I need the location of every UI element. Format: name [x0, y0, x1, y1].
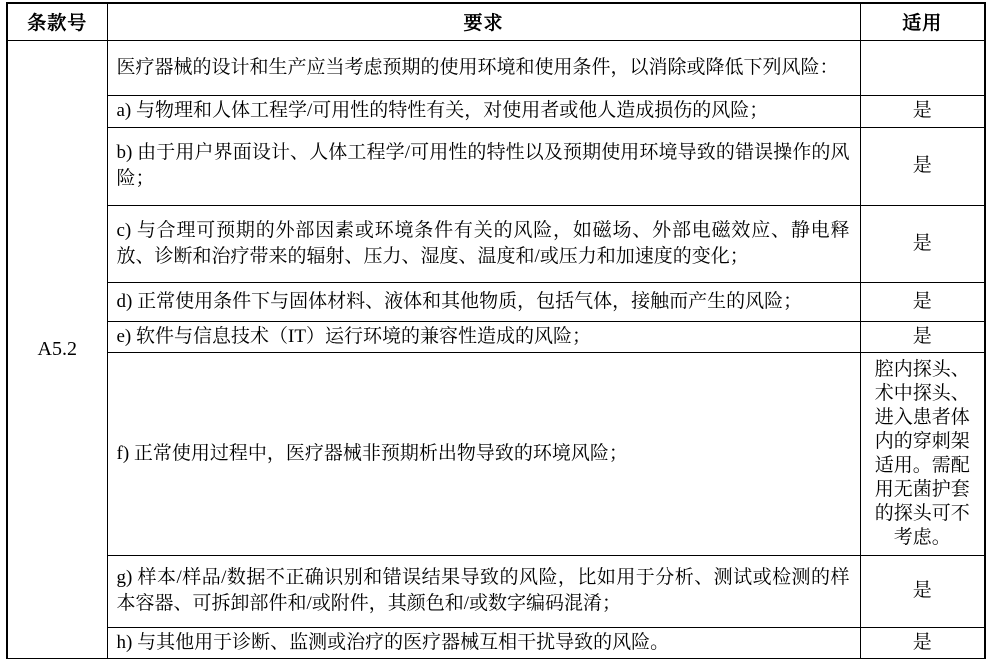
table-row: [7, 321, 985, 352]
applicable-cell-h: 是: [860, 627, 985, 659]
applicable-cell-g: 是: [860, 555, 985, 627]
applicable-cell-b: 是: [860, 127, 985, 205]
table-row: [7, 95, 985, 127]
table-row: [7, 282, 985, 321]
header-applicable: 适用: [860, 3, 985, 40]
requirement-cell-c: c) 与合理可预期的外部因素或环境条件有关的风险，如磁场、外部电磁效应、静电释放、诊断和治疗带来的辐射、压力、湿度、温度和/或压力和加速度的变化；: [107, 205, 860, 282]
table-row: [7, 555, 985, 627]
requirement-cell-g: g) 样本/样品/数据不正确识别和错误结果导致的风险，比如用于分析、测试或检测的样本容器、可拆卸部件和/或附件，其颜色和/或数字编码混淆；: [107, 555, 860, 627]
applicable-cell-e: 是: [860, 321, 985, 352]
table-row: [7, 127, 985, 205]
requirement-cell-e: e) 软件与信息技术（IT）运行环境的兼容性造成的风险；: [107, 321, 860, 352]
requirement-cell-d: d) 正常使用条件下与固体材料、液体和其他物质，包括气体，接触而产生的风险；: [107, 282, 860, 321]
requirement-cell-f: f) 正常使用过程中，医疗器械非预期析出物导致的环境风险；: [107, 352, 860, 555]
applicable-cell-c: 是: [860, 205, 985, 282]
applicable-cell-a: 是: [860, 95, 985, 127]
requirement-cell-b: b) 由于用户界面设计、人体工程学/可用性的特性以及预期使用环境导致的错误操作的风险；: [107, 127, 860, 205]
requirement-cell-a: a) 与物理和人体工程学/可用性的特性有关，对使用者或他人造成损伤的风险；: [107, 95, 860, 127]
applicable-cell-f: 腔内探头、术中探头、进入患者体内的穿刺架适用。需配用无菌护套的探头可不考虑。: [860, 352, 985, 555]
header-requirement: 要求: [107, 3, 860, 40]
requirement-cell-h: h) 与其他用于诊断、监测或治疗的医疗器械互相干扰导致的风险。: [107, 627, 860, 659]
table-row: [7, 40, 985, 95]
requirements-table: [6, 2, 986, 659]
table-row: [7, 205, 985, 282]
clause-number-cell: A5.2: [7, 40, 107, 659]
header-clause-number: 条款号: [7, 3, 107, 40]
applicable-cell-d: 是: [860, 282, 985, 321]
requirement-cell-intro: 医疗器械的设计和生产应当考虑预期的使用环境和使用条件，以消除或降低下列风险：: [107, 40, 860, 95]
applicable-cell-intro: [860, 40, 985, 95]
table-row: [7, 352, 985, 555]
table-row: [7, 627, 985, 659]
table-header-row: [7, 3, 985, 40]
